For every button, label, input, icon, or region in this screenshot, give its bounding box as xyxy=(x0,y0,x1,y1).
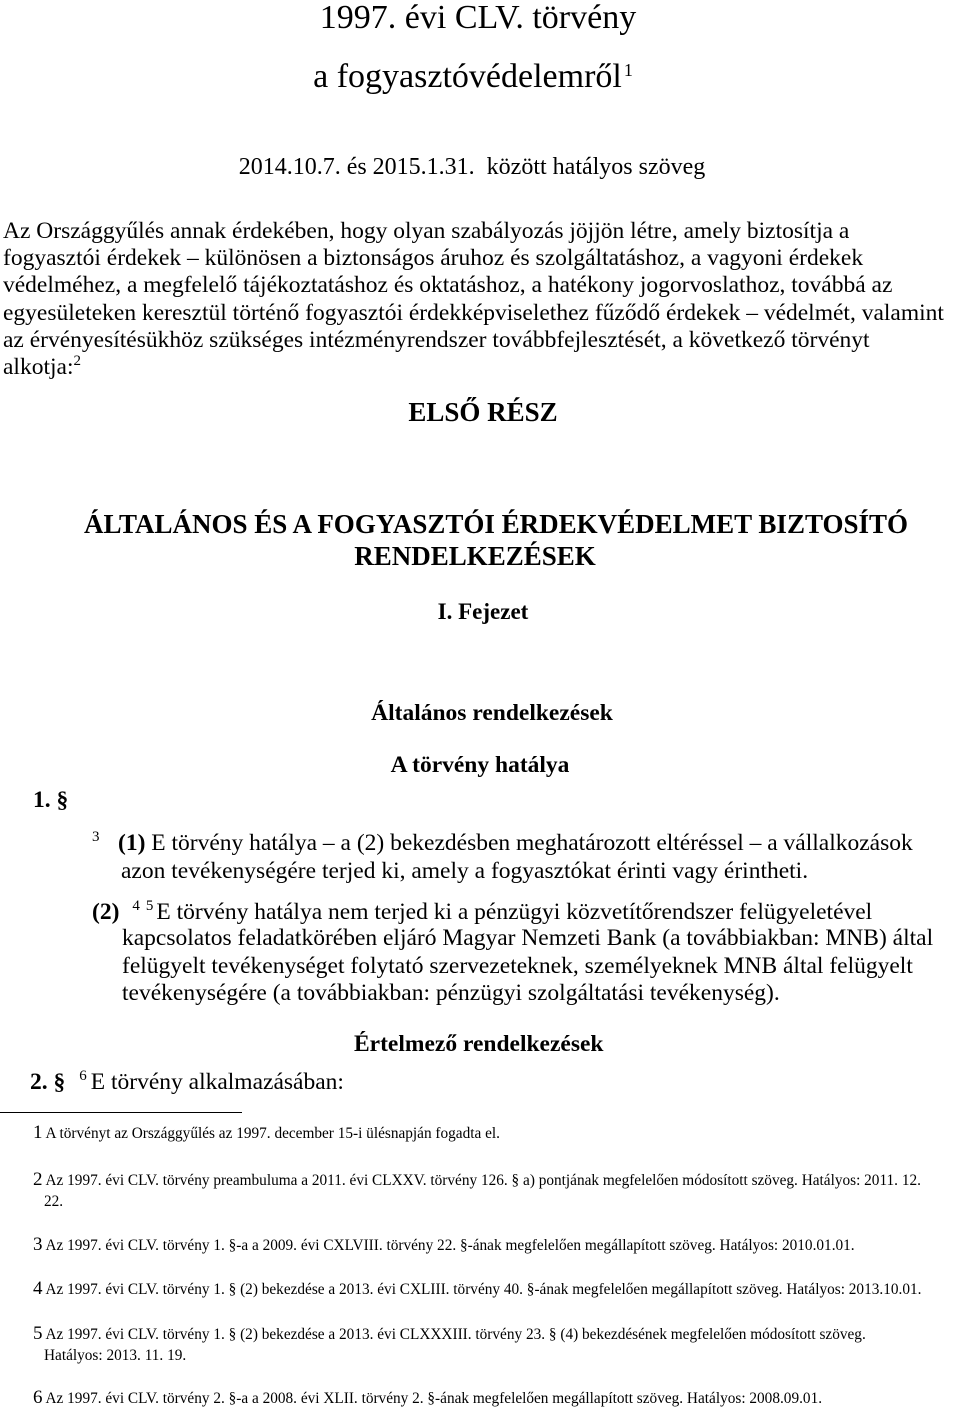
footnote-number: 4 xyxy=(33,1278,43,1299)
preamble-line-text: alkotja: xyxy=(3,354,74,381)
footnote-number: 2 xyxy=(33,1169,43,1190)
footnote xyxy=(33,1169,921,1212)
footnote-text: Az 1997. évi CLV. törvény 2. §-a a 2008. évi XLII. törvény 2. §-ának megfelelően megállapított szöveg. Hatályos: 2008.09.01. xyxy=(45,1390,823,1407)
definitions-heading: Értelmező rendelkezések xyxy=(354,1031,604,1057)
footnote-text: Az 1997. évi CLV. törvény 1. §-a a 2009. évi CXLVIII. törvény 22. §-ának megfelelően megállapított szöveg. Hatályos: 2010.01.01. xyxy=(45,1237,855,1254)
preamble-line: fogyasztói érdekek – különösen a biztonságos áruhoz és szolgáltatáshoz, a vagyoni érdekek xyxy=(3,245,864,272)
footnote-text: A törvényt az Országgyűlés az 1997. december 15-i ülésnapján fogadta el. xyxy=(45,1125,500,1142)
footnote xyxy=(33,1122,500,1144)
footnote-number: 1 xyxy=(33,1122,43,1143)
preamble-line: egyesületeken keresztül történő fogyasztói érdekképviselethez fűződő érdekek – védelmét, valamint xyxy=(3,299,944,326)
footnote-ref-3: 3 xyxy=(92,829,100,845)
part-subtitle-line: RENDELKEZÉSEK xyxy=(354,541,596,571)
para-1-line: azon tevékenységére terjed ki, amely a fogyasztókat érinti vagy érintheti. xyxy=(121,858,809,884)
footnote-ref-4: 4 xyxy=(132,898,140,914)
part-title: ELSŐ RÉSZ xyxy=(408,397,558,427)
footnote xyxy=(33,1323,866,1366)
footnote-number: 3 xyxy=(33,1234,43,1255)
section-2 xyxy=(30,1068,344,1095)
validity-period: 2014.10.7. és 2015.1.31. között hatályos szöveg xyxy=(238,154,706,180)
para-2-line: kapcsolatos feladatkörében eljáró Magyar Nemzeti Bank (a továbbiakban: MNB) által xyxy=(122,925,934,951)
footnote-text: Az 1997. évi CLV. törvény preambuluma a 2011. évi CLXXV. törvény 126. § a) pontjának megfelelően módosított szöveg. Hatályos: 2011. 12. xyxy=(45,1172,921,1189)
document-title: 1997. évi CLV. törvény xyxy=(319,0,637,36)
para-2-label: (2) xyxy=(92,899,120,925)
para-1-footnote-ref xyxy=(92,829,100,856)
para-2-line: tevékenységére (a továbbiakban: pénzügyi szolgáltatási tevékenység). xyxy=(122,980,780,1006)
preamble-last-line xyxy=(3,354,944,381)
footnote-separator xyxy=(0,1112,242,1113)
part-subtitle-line: ÁLTALÁNOS ÉS A FOGYASZTÓI ÉRDEKVÉDELMET BIZTOSÍTÓ xyxy=(83,509,909,539)
section-2-number: 2. § xyxy=(30,1069,66,1095)
footnote-ref-6: 6 xyxy=(79,1068,87,1084)
para-1-text: E törvény hatálya – a (2) bekezdésben meghatározott eltéréssel – a vállalkozások xyxy=(151,830,913,856)
para-2-line: felügyelt tevékenységet folytató szervezeteknek, személyeknek MNB által felügyelt xyxy=(122,953,913,979)
footnote-ref-5: 5 xyxy=(145,898,154,914)
preamble-line: Az Országgyűlés annak érdekében, hogy olyan szabályozás jöjjön létre, amely biztosítja a xyxy=(3,218,850,244)
para-2-line xyxy=(92,898,873,925)
footnote xyxy=(33,1387,822,1409)
footnote xyxy=(33,1278,921,1300)
section-2-text: E törvény alkalmazásában: xyxy=(90,1069,344,1095)
preamble-line: az érvényesítésükhöz szükséges intézményrendszer továbbfejlesztését, a következő törvényt xyxy=(3,326,870,353)
document-subtitle xyxy=(0,60,946,94)
footnote-text-continued: 22. xyxy=(44,1193,64,1210)
para-1-label: (1) xyxy=(118,830,146,856)
footnote-ref-1: 1 xyxy=(623,60,633,80)
subtitle-text: a fogyasztóvédelemről xyxy=(313,58,622,95)
para-1-line xyxy=(118,832,913,856)
chapter-number: I. Fejezet xyxy=(437,599,529,624)
preamble xyxy=(3,218,944,381)
para-2-text: E törvény hatálya nem terjed ki a pénzügyi közvetítőrendszer felügyeletével xyxy=(156,899,873,925)
footnote-number: 6 xyxy=(33,1387,43,1408)
footnote-text: Az 1997. évi CLV. törvény 1. § (2) bekezdése a 2013. évi CLXXXIII. törvény 23. § (4) bekezdésének megfelelően módosított szöveg. xyxy=(45,1326,866,1343)
footnote xyxy=(33,1234,855,1256)
footnote-text-continued: Hatályos: 2013. 11. 19. xyxy=(44,1347,187,1364)
chapter-title: Általános rendelkezések xyxy=(371,700,613,726)
footnote-text: Az 1997. évi CLV. törvény 1. § (2) bekezdése a 2013. évi CXLIII. törvény 40. §-ának megfelelően megállapított szöveg. Hatályos: 2013.10.01. xyxy=(45,1281,922,1298)
footnote-ref-2: 2 xyxy=(73,353,81,370)
section-heading: A törvény hatálya xyxy=(390,752,570,778)
section-1-number: 1. § xyxy=(33,787,69,813)
footnote-number: 5 xyxy=(33,1323,43,1344)
preamble-line: védelméhez, a megfelelő tájékoztatáshoz és oktatáshoz, a hatékony jogorvoslathoz, továbbá az xyxy=(3,272,893,299)
